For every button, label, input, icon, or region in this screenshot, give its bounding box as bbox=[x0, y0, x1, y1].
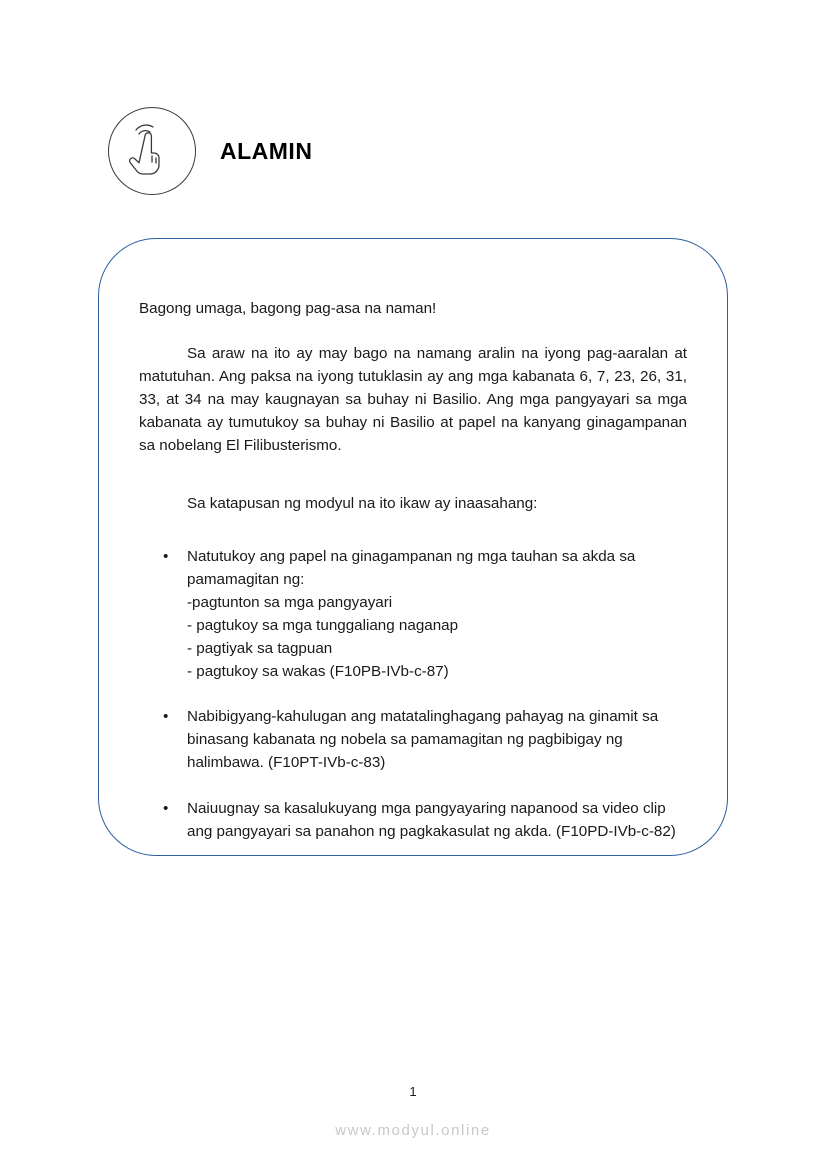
bullet-icon: • bbox=[163, 799, 169, 817]
list-item bbox=[139, 705, 687, 774]
bullet-icon: • bbox=[163, 708, 169, 726]
content-panel bbox=[98, 238, 728, 856]
list-item bbox=[139, 545, 687, 684]
hand-pointing-icon bbox=[108, 107, 196, 195]
objectives-lead bbox=[139, 492, 687, 515]
page-number: 1 bbox=[409, 1084, 417, 1099]
content-body bbox=[139, 297, 687, 843]
objectives-list bbox=[139, 545, 687, 843]
subline: -pagtunton sa mga pangyayari bbox=[187, 593, 393, 611]
page-title: ALAMIN bbox=[220, 137, 313, 164]
bullet-icon: • bbox=[163, 547, 169, 565]
intro-paragraph bbox=[139, 342, 687, 457]
list-item-text: Natutukoy ang papel na ginagampanan ng mga tauhan sa akda sa pamamagitan ng: bbox=[187, 547, 636, 588]
list-item bbox=[139, 797, 687, 843]
watermark: www.modyul.online bbox=[335, 1122, 491, 1139]
subline: - pagtukoy sa mga tunggaliang naganap bbox=[187, 616, 459, 634]
subline: - pagtukoy sa wakas (F10PB-IVb-c-87) bbox=[187, 663, 449, 681]
subline: - pagtiyak sa tagpuan bbox=[187, 640, 333, 658]
section-header bbox=[108, 107, 312, 195]
list-item-sublines bbox=[187, 591, 687, 683]
greeting-paragraph: Bagong umaga, bagong pag-asa na naman! bbox=[139, 300, 437, 317]
list-item-text: Nabibigyang-kahulugan ang matatalinghagang pahayag na ginamit sa binasang kabanata ng nobela sa pamamagitan ng pagbibigay ng halimbawa. (F10PT-IVb-c-83) bbox=[187, 708, 659, 772]
list-item-text: Naiuugnay sa kasalukuyang mga pangyayaring napanood sa video clip ang pangyayari sa panahon ng pagkakasulat ng akda. (F10PD-IVb-c-82) bbox=[187, 799, 676, 840]
intro-text: Sa araw na ito ay may bago na namang aralin na iyong pag-aaralan at matutuhan. Ang paksa na iyong tutuklasin ay ang mga kabanata 6, 7, 23, 26, 31, 33, at 34 na may kaugnayan sa buhay ni Basilio. Ang mga pangyayari sa mga kabanata ay tumutukoy sa buhay ni Basilio at papel na kanyang ginagampanan sa nobelang El Filibusterismo. bbox=[139, 345, 687, 455]
objectives-lead-text: Sa katapusan ng modyul na ito ikaw ay inaasahang: bbox=[187, 494, 538, 512]
